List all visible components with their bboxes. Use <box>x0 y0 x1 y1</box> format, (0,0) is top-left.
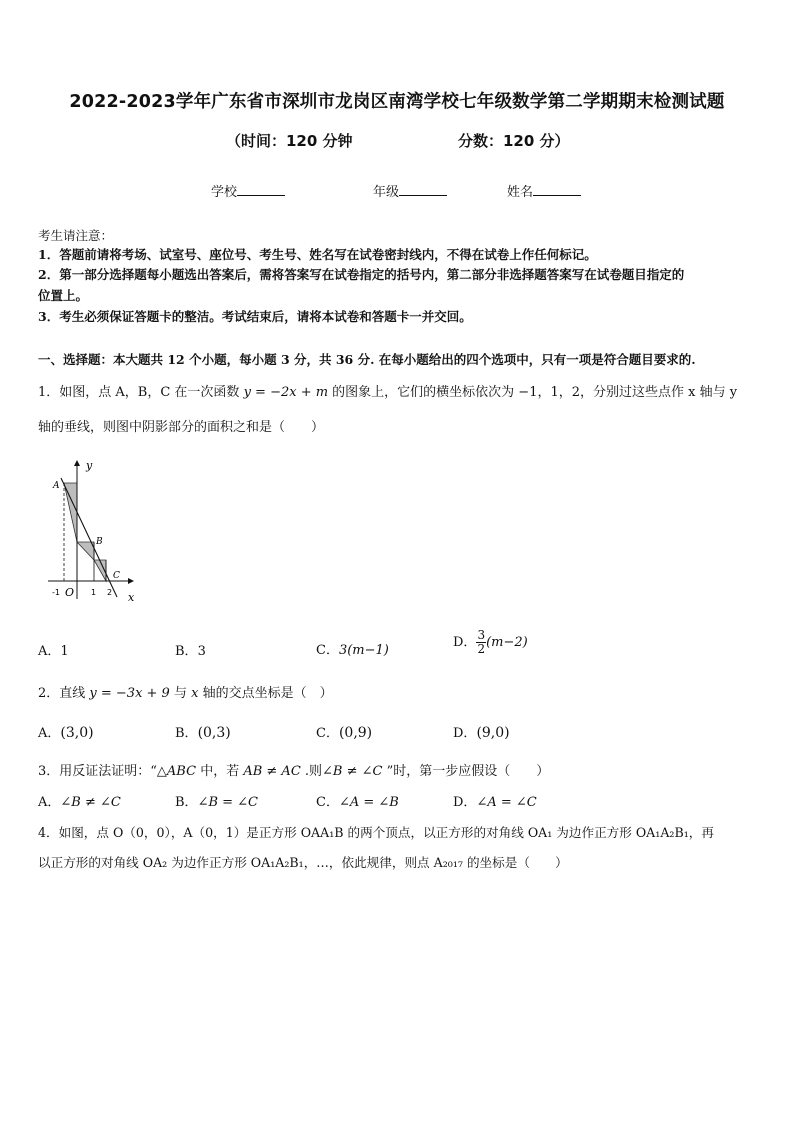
school-label: 学校 <box>211 185 238 200</box>
notice-line-2b: 位置上。 <box>38 288 89 303</box>
option-value: 3(m−1) <box>338 643 389 658</box>
q2-formula: y = −3x + 9 <box>89 686 170 701</box>
name-label: 姓名 <box>507 185 534 200</box>
option-label: C． <box>316 795 339 810</box>
q3-stem <box>38 760 549 779</box>
q3-option-a[interactable] <box>38 791 121 810</box>
q3-pre: 3．用反证法证明：“ <box>38 764 157 779</box>
q4-stem-line2: 以正方形的对角线 OA₂ 为边作正方形 OA₁A₂B₁，…，依此规律，则点 A₂₀₁₇ 的坐标是（ ） <box>38 855 568 870</box>
exam-time: （时间：120 分钟 <box>226 132 353 150</box>
shaded-triangle-A <box>64 483 77 542</box>
q3-mid2: .则 <box>300 764 323 779</box>
option-label: A． <box>38 644 61 659</box>
q1-stem-line2: 轴的垂线，则图中阴影部分的面积之和是（ ） <box>38 420 325 435</box>
option-value: (0,3) <box>197 725 231 741</box>
option-value: (0,9) <box>338 725 373 741</box>
option-label: B． <box>175 644 198 659</box>
option-value: ∠A = ∠B <box>338 795 399 810</box>
grade-field[interactable] <box>373 181 447 200</box>
page-title: 2022-2023学年广东省市深圳市龙岗区南湾学校七年级数学第二学期期末检测试题 <box>69 92 725 112</box>
q2-pre: 2．直线 <box>38 686 90 701</box>
label-O: O <box>65 586 75 599</box>
q3-option-d[interactable] <box>453 791 537 810</box>
q1-option-c[interactable] <box>316 639 389 658</box>
option-label: B． <box>175 726 198 741</box>
tick-label-1: 1 <box>91 588 97 597</box>
q2-option-c[interactable] <box>316 722 372 741</box>
fraction-numerator: 3 <box>477 628 486 642</box>
q2-post: 轴的交点坐标是（ ） <box>198 686 333 701</box>
name-blank[interactable] <box>533 182 581 196</box>
label-B: B <box>96 537 103 547</box>
label-C: C <box>113 571 120 581</box>
option-label: A． <box>38 795 61 810</box>
option-value: 1 <box>60 644 69 659</box>
option-value: ∠B = ∠C <box>197 795 259 810</box>
shaded-triangle-B <box>77 542 94 560</box>
option-label: C． <box>316 726 339 741</box>
option-value: (9,0) <box>476 725 510 741</box>
q1-option-b[interactable] <box>175 640 206 659</box>
notice-heading: 考生请注意： <box>38 228 114 243</box>
q1-post: 的图象上，它们的横坐标依次为 −1，1，2，分别过这些点作 x 轴与 y <box>328 385 738 400</box>
q2-option-a[interactable] <box>38 722 94 741</box>
q2-var: x <box>191 686 199 701</box>
school-field[interactable] <box>211 181 285 200</box>
q3-option-b[interactable] <box>175 791 258 810</box>
notice-line-2a: 2．第一部分选择题每小题选出答案后，需将答案写在试卷指定的括号内，第二部分非选择题答案写在试卷题目指定的 <box>38 267 685 282</box>
notice-line-1: 1．答题前请将考场、试室号、座位号、考生号、姓名写在试卷密封线内，不得在试卷上作任何标记。 <box>38 247 597 262</box>
q3-mid1: 中，若 <box>196 764 244 779</box>
section-heading: 一、选择题：本大题共 12 个小题，每小题 3 分，共 36 分. 在每小题给出的四个选项中，只有一项是符合题目要求的. <box>38 352 696 367</box>
label-y: y <box>86 459 93 472</box>
fraction <box>476 629 486 656</box>
graph-line <box>61 478 117 597</box>
option-label: B． <box>175 795 198 810</box>
grade-label: 年级 <box>373 185 400 200</box>
y-axis-arrow <box>74 460 80 466</box>
option-label: D． <box>453 726 477 741</box>
option-value: ∠A = ∠C <box>476 795 537 810</box>
option-value: 3 <box>197 644 206 659</box>
label-x: x <box>128 591 135 604</box>
q1-option-a[interactable] <box>38 640 69 659</box>
option-label: D． <box>453 635 477 650</box>
q1-option-d[interactable] <box>453 629 528 656</box>
q2-option-b[interactable] <box>175 722 231 741</box>
q1-pre: 1．如图，点 A，B，C 在一次函数 <box>38 385 244 400</box>
q3-post: ”时，第一步应假设（ ） <box>382 764 550 779</box>
option-value: (m−2) <box>486 635 528 650</box>
tick-label-2: 2 <box>107 588 113 597</box>
q2-mid: 与 <box>169 686 192 701</box>
option-label: D． <box>453 795 477 810</box>
exam-score: 分数：120 分） <box>458 132 570 150</box>
q3-triangle: △ABC <box>156 764 197 779</box>
q3-condition: AB ≠ AC <box>243 764 301 779</box>
q4-stem-line1: 4．如图，点 O（0，0），A（0，1）是正方形 OAA₁B 的两个顶点，以正方形的对角线 OA₁ 为边作正方形 OA₁A₂B₁，再 <box>38 825 714 840</box>
option-value: ∠B ≠ ∠C <box>60 795 121 810</box>
tick-label-neg1: -1 <box>52 588 60 597</box>
label-A: A <box>53 481 60 491</box>
q3-option-c[interactable] <box>316 791 399 810</box>
option-value: (3,0) <box>60 725 94 741</box>
notice-line-3: 3．考生必须保证答题卡的整洁。考试结束后，请将本试卷和答题卡一并交回。 <box>38 309 472 324</box>
fraction-denominator: 2 <box>477 642 486 656</box>
q1-figure <box>44 456 144 604</box>
q1-stem <box>38 381 737 400</box>
x-axis-arrow <box>128 578 134 584</box>
q1-formula: y = −2x + m <box>243 385 329 400</box>
option-label: A． <box>38 726 61 741</box>
option-label: C． <box>316 643 339 658</box>
q3-conclusion: ∠B ≠ ∠C <box>322 764 383 779</box>
q2-option-d[interactable] <box>453 722 510 741</box>
grade-blank[interactable] <box>399 182 447 196</box>
name-field[interactable] <box>507 181 581 200</box>
school-blank[interactable] <box>237 182 285 196</box>
q2-stem <box>38 682 333 701</box>
